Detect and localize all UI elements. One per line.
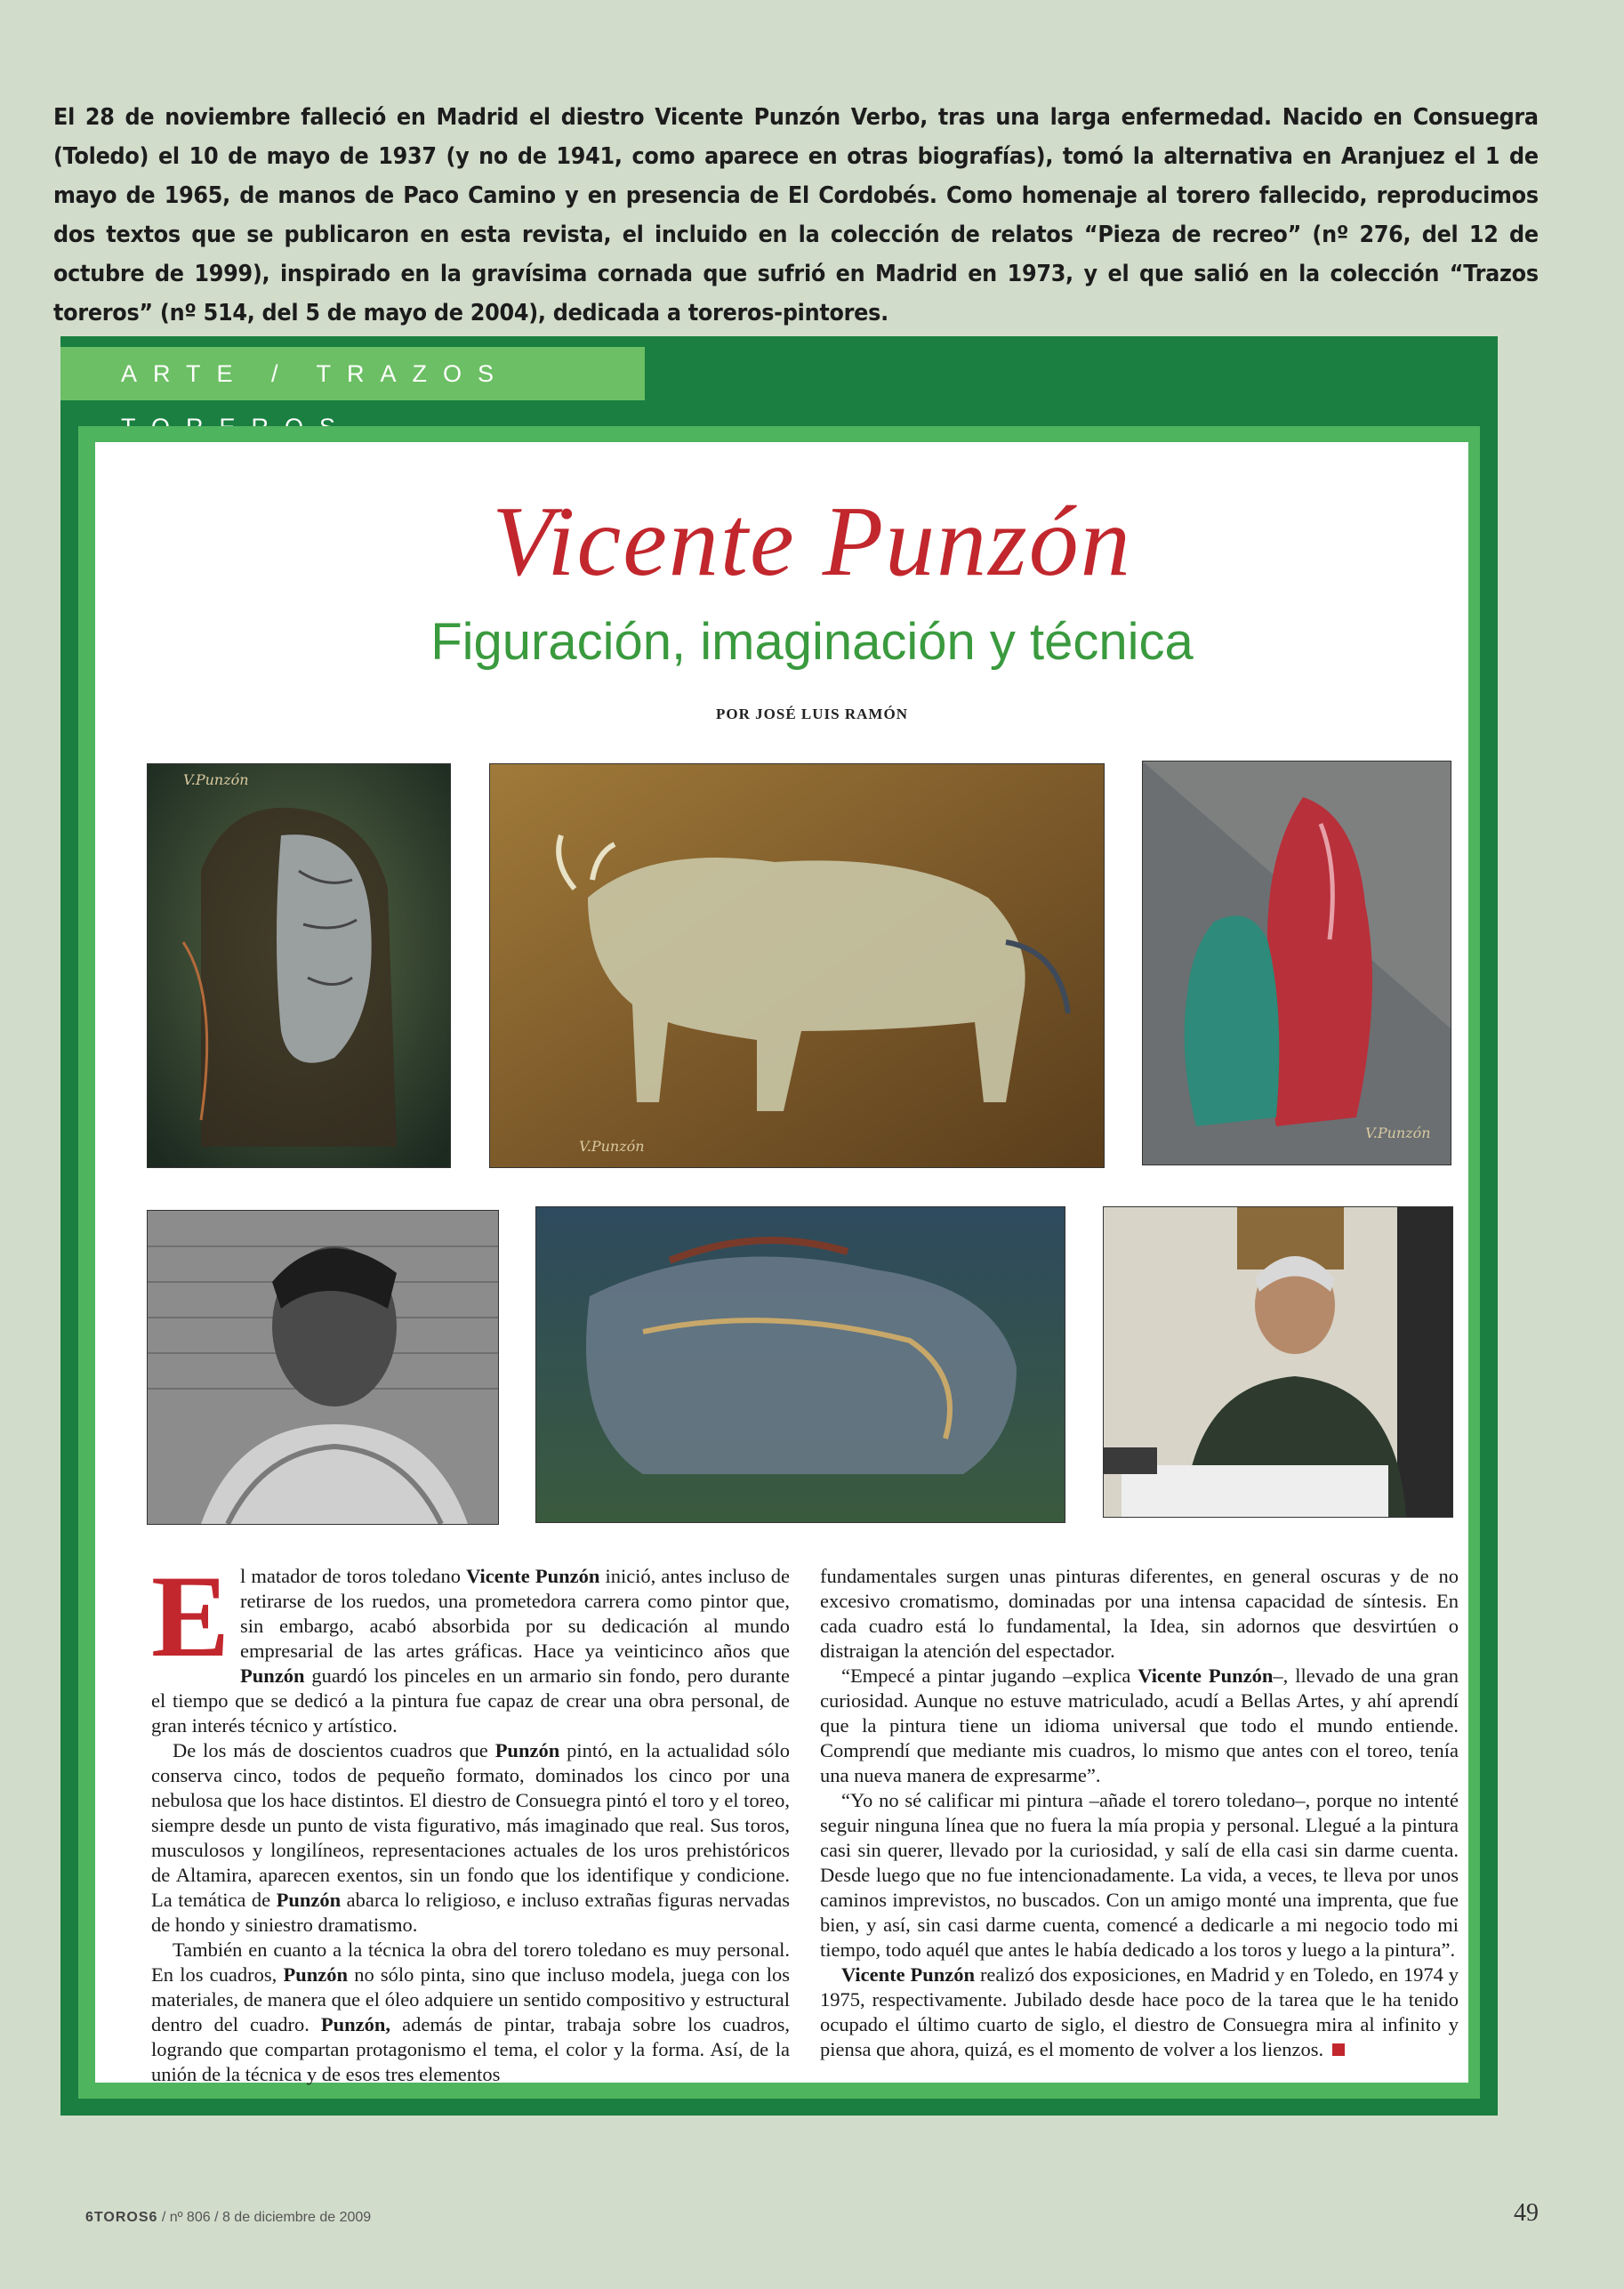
article-subtitle: Figuración, imaginación y técnica [430, 613, 1194, 671]
man-at-desk-image [1103, 1206, 1453, 1518]
body-paragraph-1: l matador de toros toledano Vicente Punzón inició, antes incluso de retirarse de los ruedos, una prometedora carrera como pintor que, sin embargo, acabó absorbida por su dedicación al mundo empresarial de las artes gráficas. Hace ya veinticinco años que Punzón guardó los pinceles en un armario sin fondo, pero durante el tiempo que se dedicó a la pintura fue capaz de crear una obra personal, de gran interés técnico y artístico. [151, 1565, 790, 1737]
end-mark-icon [1332, 2043, 1345, 2056]
intro-paragraph [53, 98, 1539, 333]
signature-2: V.Punzón [579, 1138, 645, 1155]
intro-text: El 28 de noviembre falleció en Madrid el diestro Vicente Punzón Verbo, tras una larga enfermedad. Nacido en Consuegra (Toledo) el 10 de mayo de 1937 (y no de 1941, como aparece en otras biografías), tomó la alternativa en Aranjuez el 1 de mayo de 1965, de manos de Paco Camino y en presencia de El Cordobés. Como homenaje al torero fallecido, reproducimos dos textos que se publicaron en esta revista, el incluido en la colección de relatos “Pieza de recreo” (nº 276, del 12 de octubre de 1999), inspirado en la gravísima cornada que sufrió en Madrid en 1973, y el que salió en la colección “Trazos toreros” (nº 514, del 5 de mayo de 2004), dedicada a toreros-pintores. [53, 104, 1539, 326]
painting-bulls-image [535, 1206, 1065, 1523]
body-paragraph-4: fundamentales surgen unas pinturas diferentes, en general oscuras y de no excesivo cromatismo, dominadas por una intensa capacidad de síntesis. En cada cuadro está lo fundamental, la Idea, sin adornos que desvirtúen o distraigan la atención del espectador. [820, 1565, 1459, 1662]
body-paragraph-6: “Yo no sé calificar mi pintura –añade el torero toledano–, porque no intenté seguir ninguna línea que no fuera la mía propia y personal. Llegué a la pintura casi sin querer, llevado por la curiosidad, y salí de ella casi sin darme cuenta. Desde luego que no fue intencionadamente. La vida, a veces, te lleva por unos caminos imprevistos, no buscados. Con un amigo monté una imprenta, que fue bien, y así, sin casi darme cuenta, comencé a dedicarle a mi negocio todo mi tiempo, todo aquél que antes le había dedicado a los toros y luego a la pintura”. [820, 1789, 1459, 1961]
painting-bull-image [489, 763, 1105, 1168]
drop-cap: E [151, 1551, 230, 1681]
footer-issue: / nº 806 / 8 de diciembre de 2009 [157, 2210, 372, 2225]
article-byline: POR JOSÉ LUIS RAMÓN [716, 705, 908, 722]
footer-issue-line [85, 2210, 371, 2226]
body-paragraph-7 [820, 1963, 1459, 2062]
body-column-right [820, 1564, 1459, 2062]
body-column-left [151, 1551, 791, 2087]
body-paragraph-3: También en cuanto a la técnica la obra del torero toledano es muy personal. En los cuadros, Punzón no sólo pinta, sino que incluso modela, juega con los materiales, de manera que el óleo adquiere un sentido compositivo y estructural dentro del cuadro. Punzón, además de pintar, trabaja sobre los cuadros, logrando que compartan protagonismo el tema, el color y la forma. Así, de la unión de la técnica y de esos tres elementos [151, 1938, 790, 2085]
article-title: Vicente Punzón [492, 487, 1132, 597]
painting-religious-image [1142, 761, 1451, 1165]
footer-brand: 6TOROS6 [85, 2210, 158, 2225]
bullfighter-portrait-image [147, 1210, 499, 1525]
section-tab: ARTE / TRAZOS [60, 347, 645, 400]
body-paragraph-7-text: Vicente Punzón realizó dos exposiciones, en Madrid y en Toledo, en 1974 y 1975, respectivamente. Jubilado desde hace poco de la tarea que le ha tenido ocupado el último cuarto de siglo, el diestro de Consuegra mira al infinito y piensa que ahora, quizá, es el momento de volver a los lienzos. [820, 1963, 1459, 2060]
body-paragraph-5: “Empecé a pintar jugando –explica Vicente Punzón–, llevado de una gran curiosidad. Aunque no estuve matriculado, acudí a Bellas Artes, y ahí aprendí que la pintura tiene un idioma universal que todo el mundo entiende. Comprendí que mediante mis cuadros, lo mismo que antes con el toreo, tenía una nueva manera de expresarme”. [820, 1664, 1459, 1786]
signature-3: V.Punzón [1365, 1124, 1431, 1141]
painting-face-image [147, 763, 451, 1168]
body-paragraph-2: De los más de doscientos cuadros que Punzón pintó, en la actualidad sólo conserva cinco, todos de pequeño formato, dominados los cinco por una nebulosa que los hace distintos. El diestro de Consuegra pintó el toro y el toreo, siempre desde un punto de vista figurativo, más imaginado que real. Sus toros, musculosos y longilíneos, representaciones actuales de los uros prehistóricos de Altamira, aparecen exentos, sin un fondo que los identifique y condicione. La temática de Punzón abarca lo religioso, e incluso extrañas figuras nervadas de hondo y siniestro dramatismo. [151, 1739, 791, 1936]
signature-1: V.Punzón [183, 771, 249, 788]
page-number: 49 [1514, 2199, 1539, 2227]
